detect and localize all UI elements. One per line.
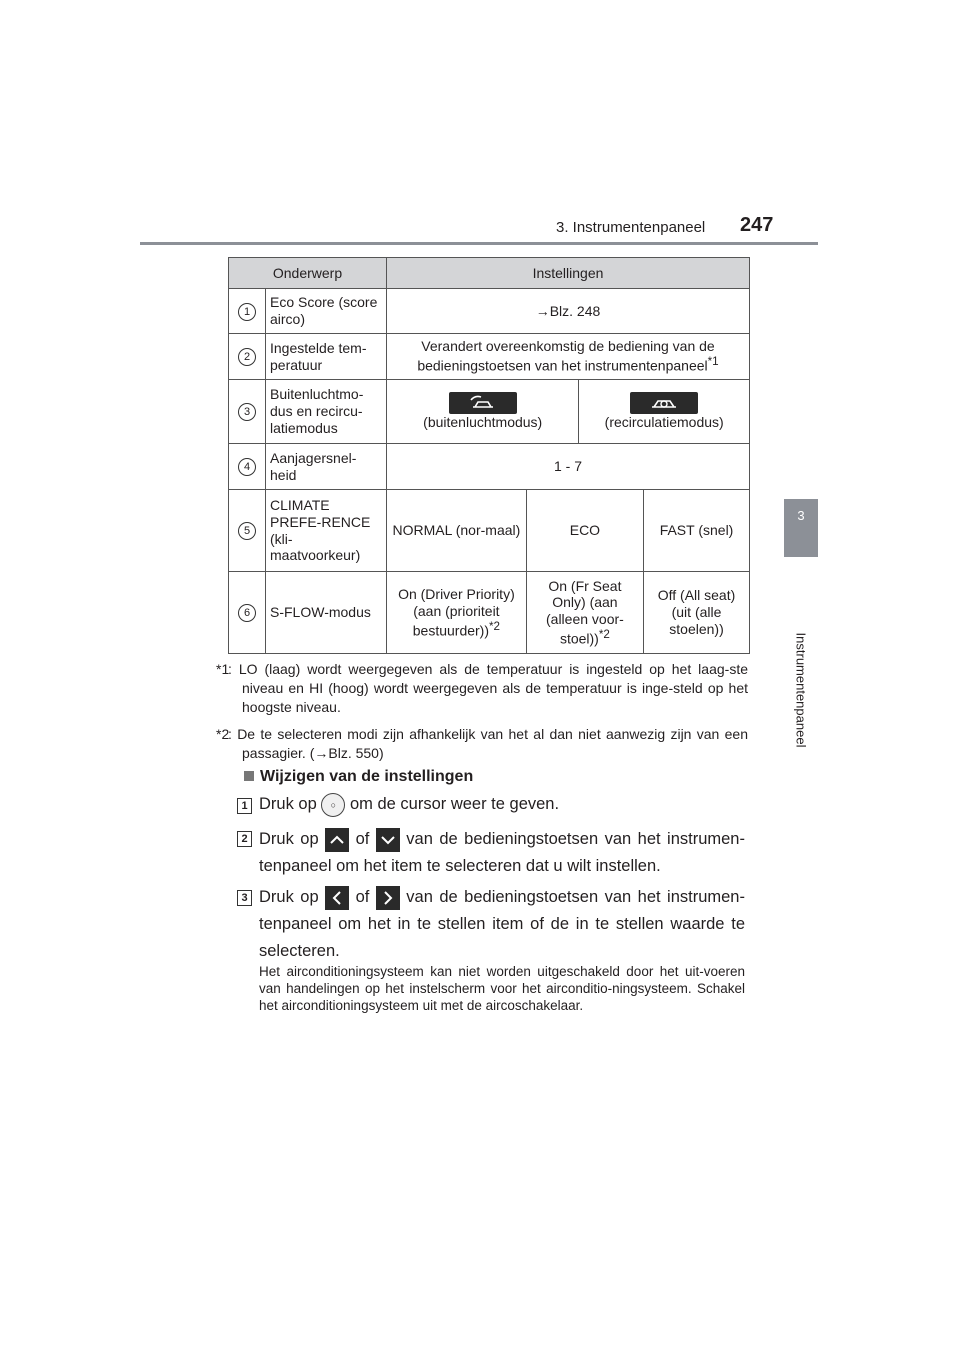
row-value: ECO xyxy=(526,490,643,572)
row-number: 3 xyxy=(238,403,256,421)
step-number: 1 xyxy=(237,798,252,814)
table-header-row xyxy=(229,258,750,289)
row-value: On (Driver Priority) (aan (prioriteit bestuurder)) xyxy=(398,585,515,639)
up-button-icon xyxy=(325,828,349,852)
step-2: Druk op of van de bedieningstoetsen van het instrumen-tenpaneel om het item te selecteren dat u wilt instellen. xyxy=(259,826,745,880)
table-row xyxy=(229,334,750,380)
row-subject: S-FLOW-modus xyxy=(266,572,387,654)
down-button-icon xyxy=(376,828,400,852)
outside-air-mode-icon xyxy=(449,392,517,414)
col-header-subject: Onderwerp xyxy=(229,258,387,289)
row-number: 4 xyxy=(238,458,256,476)
page-number: 247 xyxy=(740,214,774,236)
section-header: 3. Instrumentenpaneel xyxy=(556,219,706,236)
footnote-mark: *1 xyxy=(216,661,230,677)
footnote-ref: *2 xyxy=(489,619,501,633)
row-subject: Ingestelde tem-peratuur xyxy=(266,334,387,380)
step-3: Druk op of van de bedieningstoetsen van het instrumen-tenpaneel om het in te stellen item of de in te stellen waarde te selecteren. xyxy=(259,884,745,965)
footnote-ref: *2 xyxy=(598,627,610,641)
row-subject: Aanjagersnel-heid xyxy=(266,444,387,490)
row-value: FAST (snel) xyxy=(644,490,750,572)
table-row xyxy=(229,380,750,444)
note-text: Het airconditioningsysteem kan niet worden uitgeschakeld door het uit-voeren van handelingen op het instelscherm voor het airconditio-ningsysteem. Schakel het airconditioningsysteem uit met de aircoschakelaar. xyxy=(259,964,745,1013)
table-row xyxy=(229,289,750,334)
row-number: 2 xyxy=(238,348,256,366)
table-row xyxy=(229,572,750,654)
footnote-2 xyxy=(216,725,748,763)
table-row xyxy=(229,444,750,490)
row-number: 5 xyxy=(238,522,256,540)
footnote-1 xyxy=(216,660,748,717)
footnote-text: : LO (laag) wordt weergegeven als de temperatuur is ingesteld op het laag-ste niveau en HI (hoog) wordt weergegeven als de temperatuur is inge-steld op het hoogste niveau. xyxy=(228,661,748,715)
row-value xyxy=(387,334,750,380)
section-title: Wijzigen van de instellingen xyxy=(244,768,473,786)
recirculation-mode-label: (recirculatiemodus) xyxy=(604,414,724,431)
side-tab-label: Instrumentenpaneel xyxy=(793,632,809,748)
table-row xyxy=(229,490,750,572)
footnote-mark: *2 xyxy=(216,726,230,742)
row-subject: Buitenluchtmo-dus en recircu-latiemodus xyxy=(266,380,387,444)
row-value: →Blz. 248 xyxy=(387,289,750,334)
step-number: 2 xyxy=(237,831,252,847)
row-subject: CLIMATE PREFE-RENCE (kli-maatvoorkeur) xyxy=(266,490,387,572)
side-tab-number: 3 xyxy=(784,499,818,557)
row-value: 1 - 7 xyxy=(387,444,750,490)
recirculation-mode-icon xyxy=(630,392,698,414)
row-value: On (Fr Seat Only) (aan (alleen voor-stoel)) xyxy=(546,577,624,647)
footnote-text: : De te selecteren modi zijn afhankelijk van het al dan niet aanwezig zijn van een passagier. (→Blz. 550) xyxy=(228,726,748,761)
left-button-icon xyxy=(325,886,349,910)
circle-button-icon: ○ xyxy=(321,793,345,817)
settings-table xyxy=(228,257,750,654)
row-number: 1 xyxy=(238,303,256,321)
row-value-text: Verandert overeenkomstig de bediening van de bedieningstoetsen van het instrumentenpaneel xyxy=(417,338,715,374)
row-value: NORMAL (nor-maal) xyxy=(387,490,527,572)
step-1: Druk op ○ om de cursor weer te geven. xyxy=(259,791,745,818)
right-button-icon xyxy=(376,886,400,910)
header-rule xyxy=(140,242,818,245)
step-number: 3 xyxy=(237,890,252,906)
outside-air-mode-label: (buitenluchtmodus) xyxy=(423,414,543,431)
row-number: 6 xyxy=(238,604,256,622)
square-bullet-icon xyxy=(244,771,254,781)
row-subject: Eco Score (score airco) xyxy=(266,289,387,334)
col-header-settings: Instellingen xyxy=(387,258,750,289)
footnote-ref: *1 xyxy=(707,355,719,369)
row-value: Off (All seat) (uit (alle stoelen)) xyxy=(644,572,750,654)
